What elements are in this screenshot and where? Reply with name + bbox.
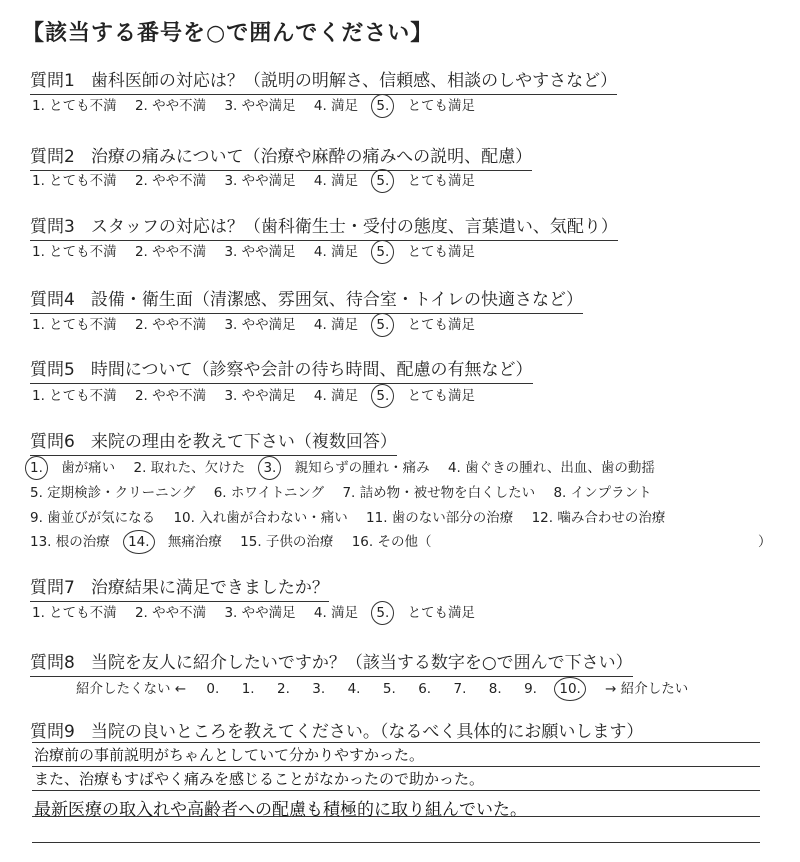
option-3[interactable]: 3. やや満足 [224, 98, 296, 114]
option-5-label: とても満足 [407, 388, 476, 404]
question-5-text: 時間について（診察や会計の待ち時間、配慮の有無など） [90, 360, 533, 380]
option-1[interactable]: 1. とても不満 [32, 317, 117, 333]
option-4[interactable]: 4. 満足 [313, 605, 359, 621]
reasons-row-2 [30, 481, 666, 501]
option-5-circled[interactable]: 5. [376, 98, 390, 114]
question-5-number: 質問5 [30, 360, 75, 380]
option-1[interactable]: 1. とても不満 [32, 98, 117, 114]
question-3-text: スタッフの対応は？（歯科衛生士・受付の態度、言葉遣い、気配り） [90, 217, 618, 237]
question-6-number: 質問6 [30, 432, 75, 452]
option-1[interactable]: 1. とても不満 [32, 173, 117, 189]
question-6-title [30, 427, 397, 456]
reason-6[interactable]: 6. ホワイトニング [213, 485, 325, 501]
option-4[interactable]: 4. 満足 [313, 388, 359, 404]
comment-line-3: 最新医療の取入れや高齢者への配慮も積極的に取り組んでいた。 [34, 800, 527, 820]
reason-14-number-circled[interactable]: 14. [128, 534, 150, 550]
question-8-text: 当院を友人に紹介したいですか？（該当する数字を○で囲んで下さい） [90, 653, 633, 673]
option-3[interactable]: 3. やや満足 [224, 605, 296, 621]
question-1-options [32, 94, 489, 114]
option-5-circled[interactable]: 5. [376, 605, 390, 621]
question-9-number: 質問9 [30, 722, 75, 742]
comment-line-2: また、治療もすばやく痛みを感じることがなかったので助かった。 [34, 770, 485, 788]
comment-line [32, 742, 760, 743]
reasons-row-3 [30, 506, 679, 526]
reason-8[interactable]: 8. インプラント [553, 485, 652, 501]
reason-5[interactable]: 5. 定期検診・クリーニング [30, 485, 196, 501]
reason-4[interactable]: 4. 歯ぐきの腫れ、出血、歯の動揺 [447, 460, 655, 476]
scale-3[interactable]: 3. [312, 681, 326, 697]
question-2-text: 治療の痛みについて（治療や麻酔の痛みへの説明、配慮） [90, 147, 533, 167]
option-4[interactable]: 4. 満足 [313, 173, 359, 189]
option-5-label: とても満足 [407, 605, 476, 621]
option-4[interactable]: 4. 満足 [313, 98, 359, 114]
question-4-title [30, 285, 583, 314]
question-3-number: 質問3 [30, 217, 75, 237]
option-5-circled[interactable]: 5. [376, 173, 390, 189]
option-3[interactable]: 3. やや満足 [224, 173, 296, 189]
scale-right-label: → 紹介したい [605, 681, 689, 697]
option-5-label: とても満足 [407, 173, 476, 189]
page-title: 【該当する番号を○で囲んでください】 [22, 21, 434, 46]
option-3[interactable]: 3. やや満足 [224, 317, 296, 333]
reason-9[interactable]: 9. 歯並びが気になる [30, 510, 156, 526]
question-6-text: 来院の理由を教えて下さい（複数回答） [90, 432, 397, 452]
question-9-text: 当院の良いところを教えてください。（なるべく具体的にお願いします） [90, 722, 644, 742]
reason-16[interactable]: 16. その他（ [351, 534, 432, 550]
option-1[interactable]: 1. とても不満 [32, 605, 117, 621]
reason-15[interactable]: 15. 子供の治療 [240, 534, 334, 550]
reason-12[interactable]: 12. 噛み合わせの治療 [531, 510, 666, 526]
reason-3-label: 親知らずの腫れ・痛み [294, 460, 430, 476]
question-2-number: 質問2 [30, 147, 75, 167]
option-2[interactable]: 2. やや不満 [134, 605, 207, 621]
option-5-label: とても満足 [407, 244, 476, 260]
reason-1-number-circled[interactable]: 1. [30, 460, 43, 476]
question-1-text: 歯科医師の対応は？（説明の明解さ、信頼感、相談のしやすさなど） [90, 71, 618, 91]
option-2[interactable]: 2. やや不満 [134, 317, 207, 333]
question-4-number: 質問4 [30, 290, 75, 310]
question-7-title [30, 573, 329, 602]
question-1-number: 質問1 [30, 71, 75, 91]
reason-7[interactable]: 7. 詰め物・被せ物を白くしたい [342, 485, 536, 501]
scale-0[interactable]: 0. [206, 681, 220, 697]
question-2-options [32, 169, 489, 189]
scale-10-circled[interactable]: 10. [559, 681, 581, 697]
scale-7[interactable]: 7. [453, 681, 467, 697]
reason-3-number-circled[interactable]: 3. [263, 460, 277, 476]
question-7-text: 治療結果に満足できましたか？ [90, 578, 329, 598]
question-7-number: 質問7 [30, 578, 75, 598]
question-4-options [32, 313, 489, 333]
scale-6[interactable]: 6. [418, 681, 432, 697]
option-5-circled[interactable]: 5. [376, 388, 390, 404]
question-1-title [30, 66, 617, 95]
option-1[interactable]: 1. とても不満 [32, 388, 117, 404]
question-5-title [30, 355, 533, 384]
scale-2[interactable]: 2. [277, 681, 290, 697]
question-4-text: 設備・衛生面（清潔感、雰囲気、待合室・トイレの快適さなど） [90, 290, 583, 310]
recommend-scale [76, 677, 688, 697]
question-9-title [30, 717, 643, 742]
comment-line [32, 842, 760, 843]
reason-10[interactable]: 10. 入れ歯が合わない・痛い [173, 510, 348, 526]
reason-14-label: 無痛治療 [167, 534, 222, 550]
comment-line [32, 766, 760, 767]
reasons-row-4 [30, 530, 445, 550]
option-1[interactable]: 1. とても不満 [32, 244, 117, 260]
option-5-label: とても満足 [407, 317, 476, 333]
option-4[interactable]: 4. 満足 [313, 317, 359, 333]
option-2[interactable]: 2. やや不満 [134, 173, 207, 189]
scale-1[interactable]: 1. [241, 681, 255, 697]
question-7-options [32, 601, 489, 621]
question-5-options [32, 384, 489, 404]
option-2[interactable]: 2. やや不満 [134, 388, 207, 404]
reasons-row-1 [30, 456, 669, 476]
scale-5[interactable]: 5. [382, 681, 396, 697]
option-5-circled[interactable]: 5. [376, 244, 390, 260]
reason-11[interactable]: 11. 歯のない部分の治療 [366, 510, 514, 526]
option-3[interactable]: 3. やや満足 [224, 388, 296, 404]
option-2[interactable]: 2. やや不満 [134, 98, 207, 114]
reason-13[interactable]: 13. 根の治療 [30, 534, 110, 550]
comment-line-1: 治療前の事前説明がちゃんとしていて分かりやすかった。 [34, 746, 425, 764]
question-3-title [30, 212, 618, 241]
comment-line [32, 790, 760, 791]
scale-9[interactable]: 9. [524, 681, 537, 697]
reason-16-paren-close: ） [758, 534, 772, 550]
option-3[interactable]: 3. やや満足 [224, 244, 296, 260]
scale-8[interactable]: 8. [488, 681, 502, 697]
comment-line [32, 816, 760, 817]
scale-left-label: 紹介したくない ← [76, 681, 187, 697]
option-5-label: とても満足 [407, 98, 476, 114]
option-2[interactable]: 2. やや不満 [134, 244, 207, 260]
question-8-number: 質問8 [30, 653, 75, 673]
question-3-options [32, 240, 489, 260]
option-4[interactable]: 4. 満足 [313, 244, 359, 260]
question-2-title [30, 142, 532, 171]
reason-1-label: 歯が痛い [61, 460, 116, 476]
option-5-circled[interactable]: 5. [376, 317, 390, 333]
question-8-title [30, 648, 633, 677]
scale-4[interactable]: 4. [347, 681, 361, 697]
reason-2[interactable]: 2. 取れた、欠けた [133, 460, 246, 476]
